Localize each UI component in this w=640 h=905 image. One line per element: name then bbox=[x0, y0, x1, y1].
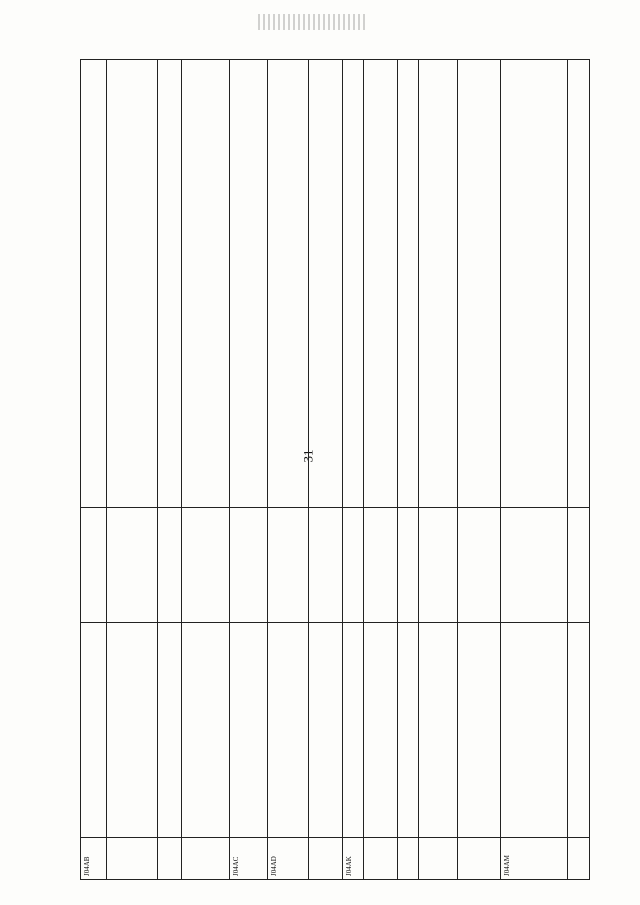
cell-form bbox=[501, 60, 568, 508]
table-row bbox=[157, 60, 181, 880]
cell-code: J04AM bbox=[501, 838, 568, 880]
cell-code bbox=[568, 838, 590, 880]
cell-inn bbox=[309, 508, 343, 623]
cell-group bbox=[568, 623, 590, 838]
cell-inn bbox=[397, 508, 419, 623]
cell-inn bbox=[157, 508, 181, 623]
cell-group bbox=[181, 623, 229, 838]
cell-form bbox=[107, 60, 157, 508]
table-row bbox=[107, 60, 157, 880]
cell-form bbox=[81, 60, 107, 508]
scan-artifact bbox=[258, 14, 368, 30]
table-row bbox=[457, 60, 500, 880]
cell-code: J04AC bbox=[229, 838, 267, 880]
cell-inn bbox=[81, 508, 107, 623]
cell-code: J04AK bbox=[342, 838, 364, 880]
cell-code bbox=[364, 838, 398, 880]
cell-group bbox=[419, 623, 457, 838]
cell-code bbox=[157, 838, 181, 880]
table-row bbox=[309, 60, 343, 880]
cell-form bbox=[181, 60, 229, 508]
cell-form bbox=[157, 60, 181, 508]
cell-code bbox=[181, 838, 229, 880]
page-number: 31 bbox=[300, 449, 316, 463]
cell-inn bbox=[268, 508, 309, 623]
cell-form bbox=[457, 60, 500, 508]
cell-inn bbox=[457, 508, 500, 623]
cell-code bbox=[107, 838, 157, 880]
cell-form bbox=[364, 60, 398, 508]
cell-form bbox=[568, 60, 590, 508]
cell-form bbox=[229, 60, 267, 508]
cell-code: J04AD bbox=[268, 838, 309, 880]
table-row bbox=[397, 60, 419, 880]
cell-code: J04AB bbox=[81, 838, 107, 880]
cell-group bbox=[457, 623, 500, 838]
cell-code bbox=[309, 838, 343, 880]
table-row bbox=[568, 60, 590, 880]
table-body bbox=[81, 60, 590, 880]
cell-inn bbox=[229, 508, 267, 623]
cell-inn bbox=[501, 508, 568, 623]
cell-group bbox=[157, 623, 181, 838]
drug-table bbox=[80, 59, 590, 880]
cell-inn bbox=[419, 508, 457, 623]
table-row bbox=[268, 60, 309, 880]
cell-group bbox=[268, 623, 309, 838]
cell-inn bbox=[568, 508, 590, 623]
cell-inn bbox=[181, 508, 229, 623]
table-row bbox=[364, 60, 398, 880]
cell-group bbox=[309, 623, 343, 838]
cell-code bbox=[397, 838, 419, 880]
table-row bbox=[229, 60, 267, 880]
table-row bbox=[501, 60, 568, 880]
cell-group bbox=[364, 623, 398, 838]
cell-inn bbox=[107, 508, 157, 623]
table-row bbox=[81, 60, 107, 880]
table-row bbox=[419, 60, 457, 880]
cell-form bbox=[397, 60, 419, 508]
table-row bbox=[181, 60, 229, 880]
cell-form bbox=[342, 60, 364, 508]
table-row bbox=[342, 60, 364, 880]
cell-code bbox=[457, 838, 500, 880]
cell-form bbox=[309, 60, 343, 508]
cell-group bbox=[397, 623, 419, 838]
rotated-table-container bbox=[80, 60, 590, 880]
cell-group bbox=[501, 623, 568, 838]
cell-group bbox=[342, 623, 364, 838]
cell-form bbox=[419, 60, 457, 508]
cell-group bbox=[229, 623, 267, 838]
cell-group bbox=[81, 623, 107, 838]
table-wrapper bbox=[80, 60, 590, 880]
cell-inn bbox=[342, 508, 364, 623]
cell-inn bbox=[364, 508, 398, 623]
cell-group bbox=[107, 623, 157, 838]
cell-form bbox=[268, 60, 309, 508]
cell-code bbox=[419, 838, 457, 880]
